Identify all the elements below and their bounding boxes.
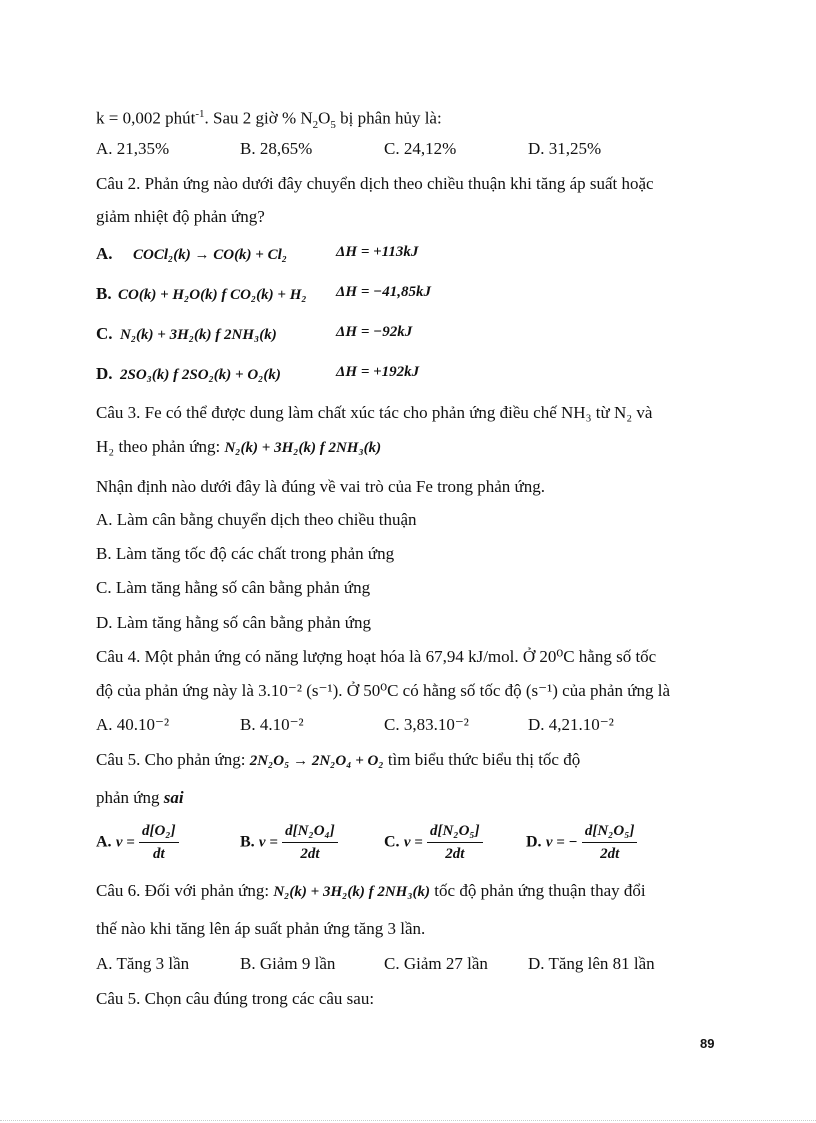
q5-option-b-fraction: [282, 820, 338, 865]
q4-line1: Câu 4. Một phản ứng có năng lượng hoạt hóa là 67,94 kJ/mol. Ở 20⁰C hằng số tốc: [96, 647, 657, 666]
q5-option-c: [384, 820, 483, 865]
q1-option-c: C. 24,12%: [384, 139, 457, 158]
q6-option-c: C. Giảm 27 lần: [384, 954, 488, 973]
q2-option-a-label: A.: [96, 244, 113, 263]
q5-line2-prefix: phản ứng: [96, 788, 160, 807]
q5-line1: [96, 749, 580, 772]
q5-option-d-label: D.: [526, 833, 542, 851]
q2-option-b-equation: CO(k) + H₂O(k) f CO₂(k) + H₂: [118, 287, 307, 303]
q5-line2-emphasis: sai: [163, 788, 184, 807]
q6-line2: thế nào khi tăng lên áp suất phản ứng tăng 3 lần.: [96, 919, 426, 938]
q5-option-b-lhs: v =: [258, 834, 278, 851]
intro-sub2: 5: [330, 119, 336, 132]
intro-sub1: 2: [312, 119, 319, 132]
q5-option-c-label: C.: [384, 833, 400, 851]
q4-option-d: D. 4,21.10⁻²: [528, 715, 614, 734]
intro-mid: . Sau 2 giờ % N: [204, 108, 313, 128]
q3-line2: [96, 436, 381, 459]
q4-line2: độ của phản ứng này là 3.10⁻² (s⁻¹). Ở 50⁰C có hằng số tốc độ (s⁻¹) của phản ứng là: [96, 681, 671, 700]
q5-option-a-numerator: d[O₂]: [139, 820, 179, 843]
q4-option-c: C. 3,83.10⁻²: [384, 715, 469, 734]
q3-line1: Câu 3. Fe có thể được dung làm chất xúc tác cho phản ứng điều chế NH₃ từ N₂ và: [96, 403, 653, 422]
q3-option-b: B. Làm tăng tốc độ các chất trong phản ứng: [96, 544, 395, 563]
intro-prefix: k = 0,002 phút: [96, 108, 196, 128]
q5-option-a-label: A.: [96, 833, 112, 851]
q5-option-c-numerator: d[N₂O₅]: [427, 820, 483, 843]
intro-o: O: [318, 108, 331, 128]
q5-option-d-numerator: d[N₂O₅]: [582, 820, 638, 843]
q2-option-d-enthalpy: ΔH = +192kJ: [336, 364, 420, 380]
q5-option-b-denominator: 2dt: [300, 846, 320, 862]
q5-line1-prefix: Câu 5. Cho phản ứng:: [96, 750, 246, 769]
q2-option-d-equation: 2SO₃(k) f 2SO₂(k) + O₂(k): [120, 367, 281, 383]
q1-option-a: A. 21,35%: [96, 139, 170, 158]
q5-option-a-lhs: v =: [115, 834, 135, 851]
q3-option-a: A. Làm cân bằng chuyển dịch theo chiều thuận: [96, 510, 417, 529]
q2-option-c-enthalpy: ΔH = −92kJ: [336, 324, 413, 340]
q5-option-a: [96, 820, 179, 865]
q5-option-b: [240, 820, 338, 865]
q7-line1: Câu 5. Chọn câu đúng trong các câu sau:: [96, 989, 375, 1008]
q5-line1-suffix: tìm biểu thức biểu thị tốc độ: [387, 750, 581, 769]
q5-option-b-numerator: d[N₂O₄]: [282, 820, 338, 843]
q2-line1: Câu 2. Phản ứng nào dưới đây chuyển dịch theo chiều thuận khi tăng áp suất hoặc: [96, 174, 654, 193]
q2-option-b-enthalpy: ΔH = −41,85kJ: [336, 284, 431, 300]
bottom-rule: [0, 1120, 816, 1121]
q2-option-b-label: B.: [96, 284, 112, 303]
q3-line3: Nhận định nào dưới đây là đúng về vai trò của Fe trong phản ứng.: [96, 477, 546, 496]
q6-option-a: A. Tăng 3 lần: [96, 954, 190, 973]
q3-option-d: D. Làm tăng hằng số cân bằng phản ứng: [96, 613, 372, 632]
q3-option-c: C. Làm tăng hằng số cân bằng phản ứng: [96, 578, 371, 597]
q5-option-b-label: B.: [240, 833, 255, 851]
q6-line1: [96, 880, 646, 903]
q2-option-c-equation: N₂(k) + 3H₂(k) f 2NH₃(k): [120, 327, 277, 343]
q5-option-d-fraction: [582, 820, 638, 865]
q2-line2: giảm nhiệt độ phản ứng?: [96, 207, 265, 226]
q5-option-d-denominator: 2dt: [600, 846, 620, 862]
q5-equation: 2N₂O₅ → 2N₂O₄ + O₂: [249, 753, 384, 769]
q4-option-a: A. 40.10⁻²: [96, 715, 170, 734]
q6-option-d: D. Tăng lên 81 lần: [528, 954, 655, 973]
q5-line2: [96, 787, 184, 809]
q2-option-c-label: C.: [96, 324, 113, 343]
q6-line1-prefix: Câu 6. Đối với phản ứng:: [96, 881, 270, 900]
q1-option-b: B. 28,65%: [240, 139, 313, 158]
q3-line2-prefix: H₂ theo phản ứng:: [96, 437, 221, 456]
q6-line1-suffix: tốc độ phản ứng thuận thay đổi: [434, 881, 646, 900]
q1-option-d: D. 31,25%: [528, 139, 602, 158]
q6-equation: N₂(k) + 3H₂(k) f 2NH₃(k): [273, 884, 431, 900]
q5-option-c-lhs: v =: [403, 834, 423, 851]
q6-option-b: B. Giảm 9 lần: [240, 954, 336, 973]
q5-option-d: [526, 820, 637, 865]
intro-suffix: bị phân hủy là:: [335, 108, 442, 128]
q5-option-a-denominator: dt: [152, 846, 165, 862]
q5-option-c-fraction: [427, 820, 483, 865]
intro-line: [96, 103, 442, 136]
intro-exp: -1: [195, 108, 205, 120]
q5-option-a-fraction: [139, 820, 179, 865]
q2-option-d-label: D.: [96, 364, 113, 383]
q4-option-b: B. 4.10⁻²: [240, 715, 304, 734]
q5-option-d-lhs: v = −: [545, 834, 578, 851]
q2-option-a-enthalpy: ΔH = +113kJ: [336, 244, 419, 260]
q2-option-a-equation: COCl₂(k) → CO(k) + Cl₂: [133, 247, 288, 263]
q3-equation: N₂(k) + 3H₂(k) f 2NH₃(k): [224, 440, 382, 456]
page-number: 89: [700, 1036, 715, 1051]
q5-option-c-denominator: 2dt: [445, 846, 465, 862]
